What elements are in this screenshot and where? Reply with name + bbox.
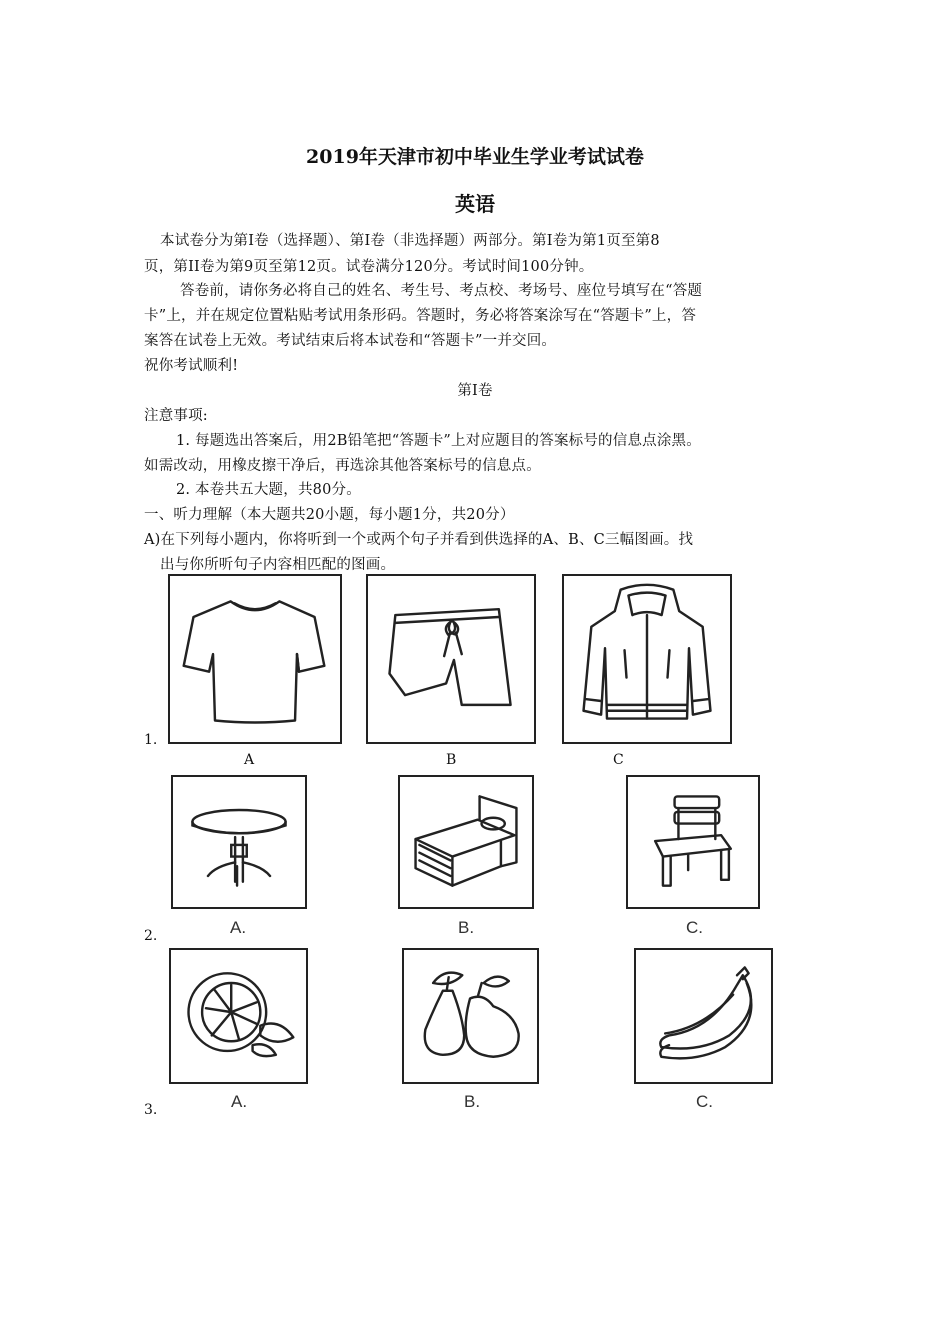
question-number: 2. [144,928,158,944]
option-picture[interactable] [171,775,307,909]
jacket-icon [564,576,730,742]
option-label: C [613,752,624,768]
question-number: 1. [144,732,158,748]
option-label: C. [686,918,703,937]
intro-p2-line1: 答卷前，请你务必将自己的姓名、考生号、考点校、考场号、座位号填写在“答题 [180,283,703,299]
option-label: A. [230,918,247,937]
exam-title: 2019年天津市初中毕业生学业考试试卷 [306,146,644,168]
tshirt-icon [170,576,340,742]
intro-p1-line2: 页，第II卷为第9页至第12页。试卷满分120分。考试时间100分钟。 [144,259,594,275]
option-label: B [446,752,457,768]
shorts-icon [368,576,534,742]
subject-title: 英语 [455,192,495,216]
orange-icon [171,950,306,1082]
option-picture[interactable] [398,775,534,909]
notes-heading: 注意事项: [144,408,208,424]
option-picture[interactable] [562,574,732,744]
volume-heading: 第Ⅰ卷 [457,383,493,399]
option-label: B. [458,918,475,937]
pears-icon [404,950,537,1082]
intro-p2-line2: 卡”上，并在规定位置粘贴考试用条形码。答题时，务必将答案涂写在“答题卡”上，答 [144,308,697,324]
part1-heading: 一、听力理解（本大题共20小题，每小题1分，共20分） [144,507,515,523]
note1-line2: 如需改动，用橡皮擦干净后，再选涂其他答案标号的信息点。 [144,458,541,474]
option-label: A. [231,1092,248,1111]
bananas-icon [636,950,771,1082]
bed-icon [400,777,532,907]
note1-line1: 1. 每题选出答案后，用2B铅笔把“答题卡”上对应题目的答案标号的信息点涂黑。 [176,433,701,449]
option-picture[interactable] [634,948,773,1084]
option-label: A [244,752,255,768]
table-icon [173,777,305,907]
chair-icon [628,777,758,907]
option-picture[interactable] [169,948,308,1084]
option-label: C. [696,1092,713,1111]
option-picture[interactable] [402,948,539,1084]
option-picture[interactable] [626,775,760,909]
partA-line1: A)在下列每小题内，你将听到一个或两个句子并看到供选择的A、B、C三幅图画。找 [144,532,694,548]
wish-text: 祝你考试顺利! [144,358,239,374]
option-picture[interactable] [366,574,536,744]
option-label: B. [464,1092,481,1111]
intro-p1-line1: 本试卷分为第Ⅰ卷（选择题）、第Ⅰ卷（非选择题）两部分。第Ⅰ卷为第1页至第8 [160,233,660,249]
option-picture[interactable] [168,574,342,744]
intro-p2-line3: 案答在试卷上无效。考试结束后将本试卷和“答题卡”一并交回。 [144,333,557,349]
partA-line2: 出与你所听句子内容相匹配的图画。 [160,557,396,573]
question-number: 3. [144,1102,158,1118]
note2: 2. 本卷共五大题，共80分。 [176,482,361,498]
